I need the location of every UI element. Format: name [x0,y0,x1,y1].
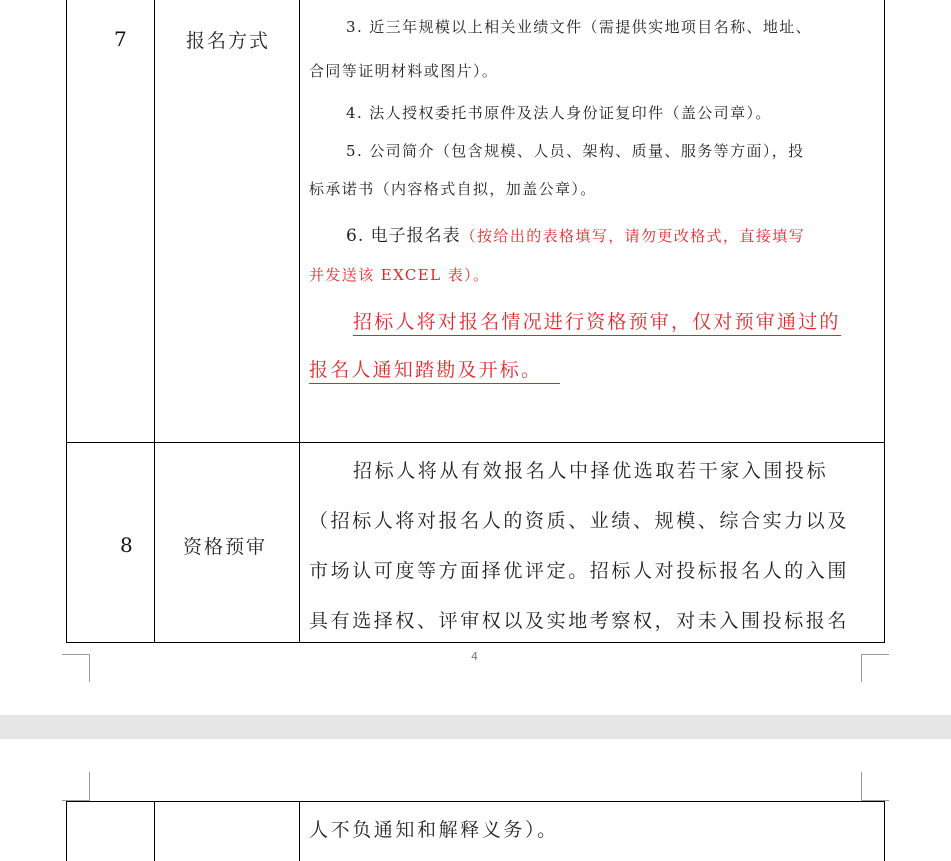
crop-mark-bottom-right-v [861,654,862,682]
crop-mark-bottom-right-h [861,654,889,655]
row-7-label: 报名方式 [186,30,271,52]
row-8-continuation: 人不负通知和解释义务）。 [309,819,559,841]
row-8-line-2: （招标人将对报名人的资质、业绩、规模、综合实力以及 [309,510,850,532]
table-column-divider-1 [154,0,155,643]
row-8-number: 8 [120,533,133,557]
table-border-left [66,0,67,643]
table-column-divider-2 [299,801,300,861]
document-page-5 [0,739,951,856]
crop-mark-top-left-v [89,772,90,800]
row-7-item-3-line-2: 合同等证明材料或图片）。 [309,62,499,80]
page-number: 4 [471,650,478,663]
row-8-line-4: 具有选择权、评审权以及实地考察权，对未入围投标报名 [309,610,850,632]
row-7-item-6-red-note: （按给出的表格填写，请勿更改格式，直接填写 [460,227,806,245]
row-7-item-3-line-1: 3. 近三年规模以上相关业绩文件（需提供实地项目名称、地址、 [346,18,813,36]
table-border-left [66,801,67,861]
table-column-divider-1 [154,801,155,861]
table-border-right [884,801,885,861]
table-border-top [66,801,885,802]
crop-mark-bottom-left-v [89,654,90,682]
row-7-item-5-line-2: 标承诺书（内容格式自拟，加盖公章）。 [309,180,597,198]
table-border-right [884,0,885,643]
row-7-prequal-notice-line-2: 报名人通知踏勘及开标。 [309,355,560,384]
row-7-number: 7 [114,27,127,51]
table-row-divider [66,442,885,443]
crop-mark-bottom-left-h [62,654,90,655]
row-7-item-6-line-2: 并发送该 EXCEL 表）。 [309,266,490,284]
table-border-bottom [66,642,885,643]
row-8-line-3: 市场认可度等方面择优评定。招标人对投标报名人的入围 [309,560,850,582]
row-8-label: 资格预审 [183,536,268,558]
row-7-item-4: 4. 法人授权委托书原件及法人身份证复印件（盖公司章）。 [346,104,772,122]
row-7-item-6-prefix: 6. 电子报名表 [346,226,461,246]
crop-mark-top-right-v [861,772,862,800]
row-8-line-1: 招标人将从有效报名人中择优选取若干家入围投标 [353,460,829,482]
row-7-item-6-line-1 [346,221,805,246]
row-7-prequal-notice-line-1: 招标人将对报名情况进行资格预审，仅对预审通过的 [353,307,841,336]
row-7-item-5-line-1: 5. 公司简介（包含规模、人员、架构、质量、服务等方面），投 [346,142,805,160]
page-gap [0,715,951,739]
table-column-divider-2 [299,0,300,643]
